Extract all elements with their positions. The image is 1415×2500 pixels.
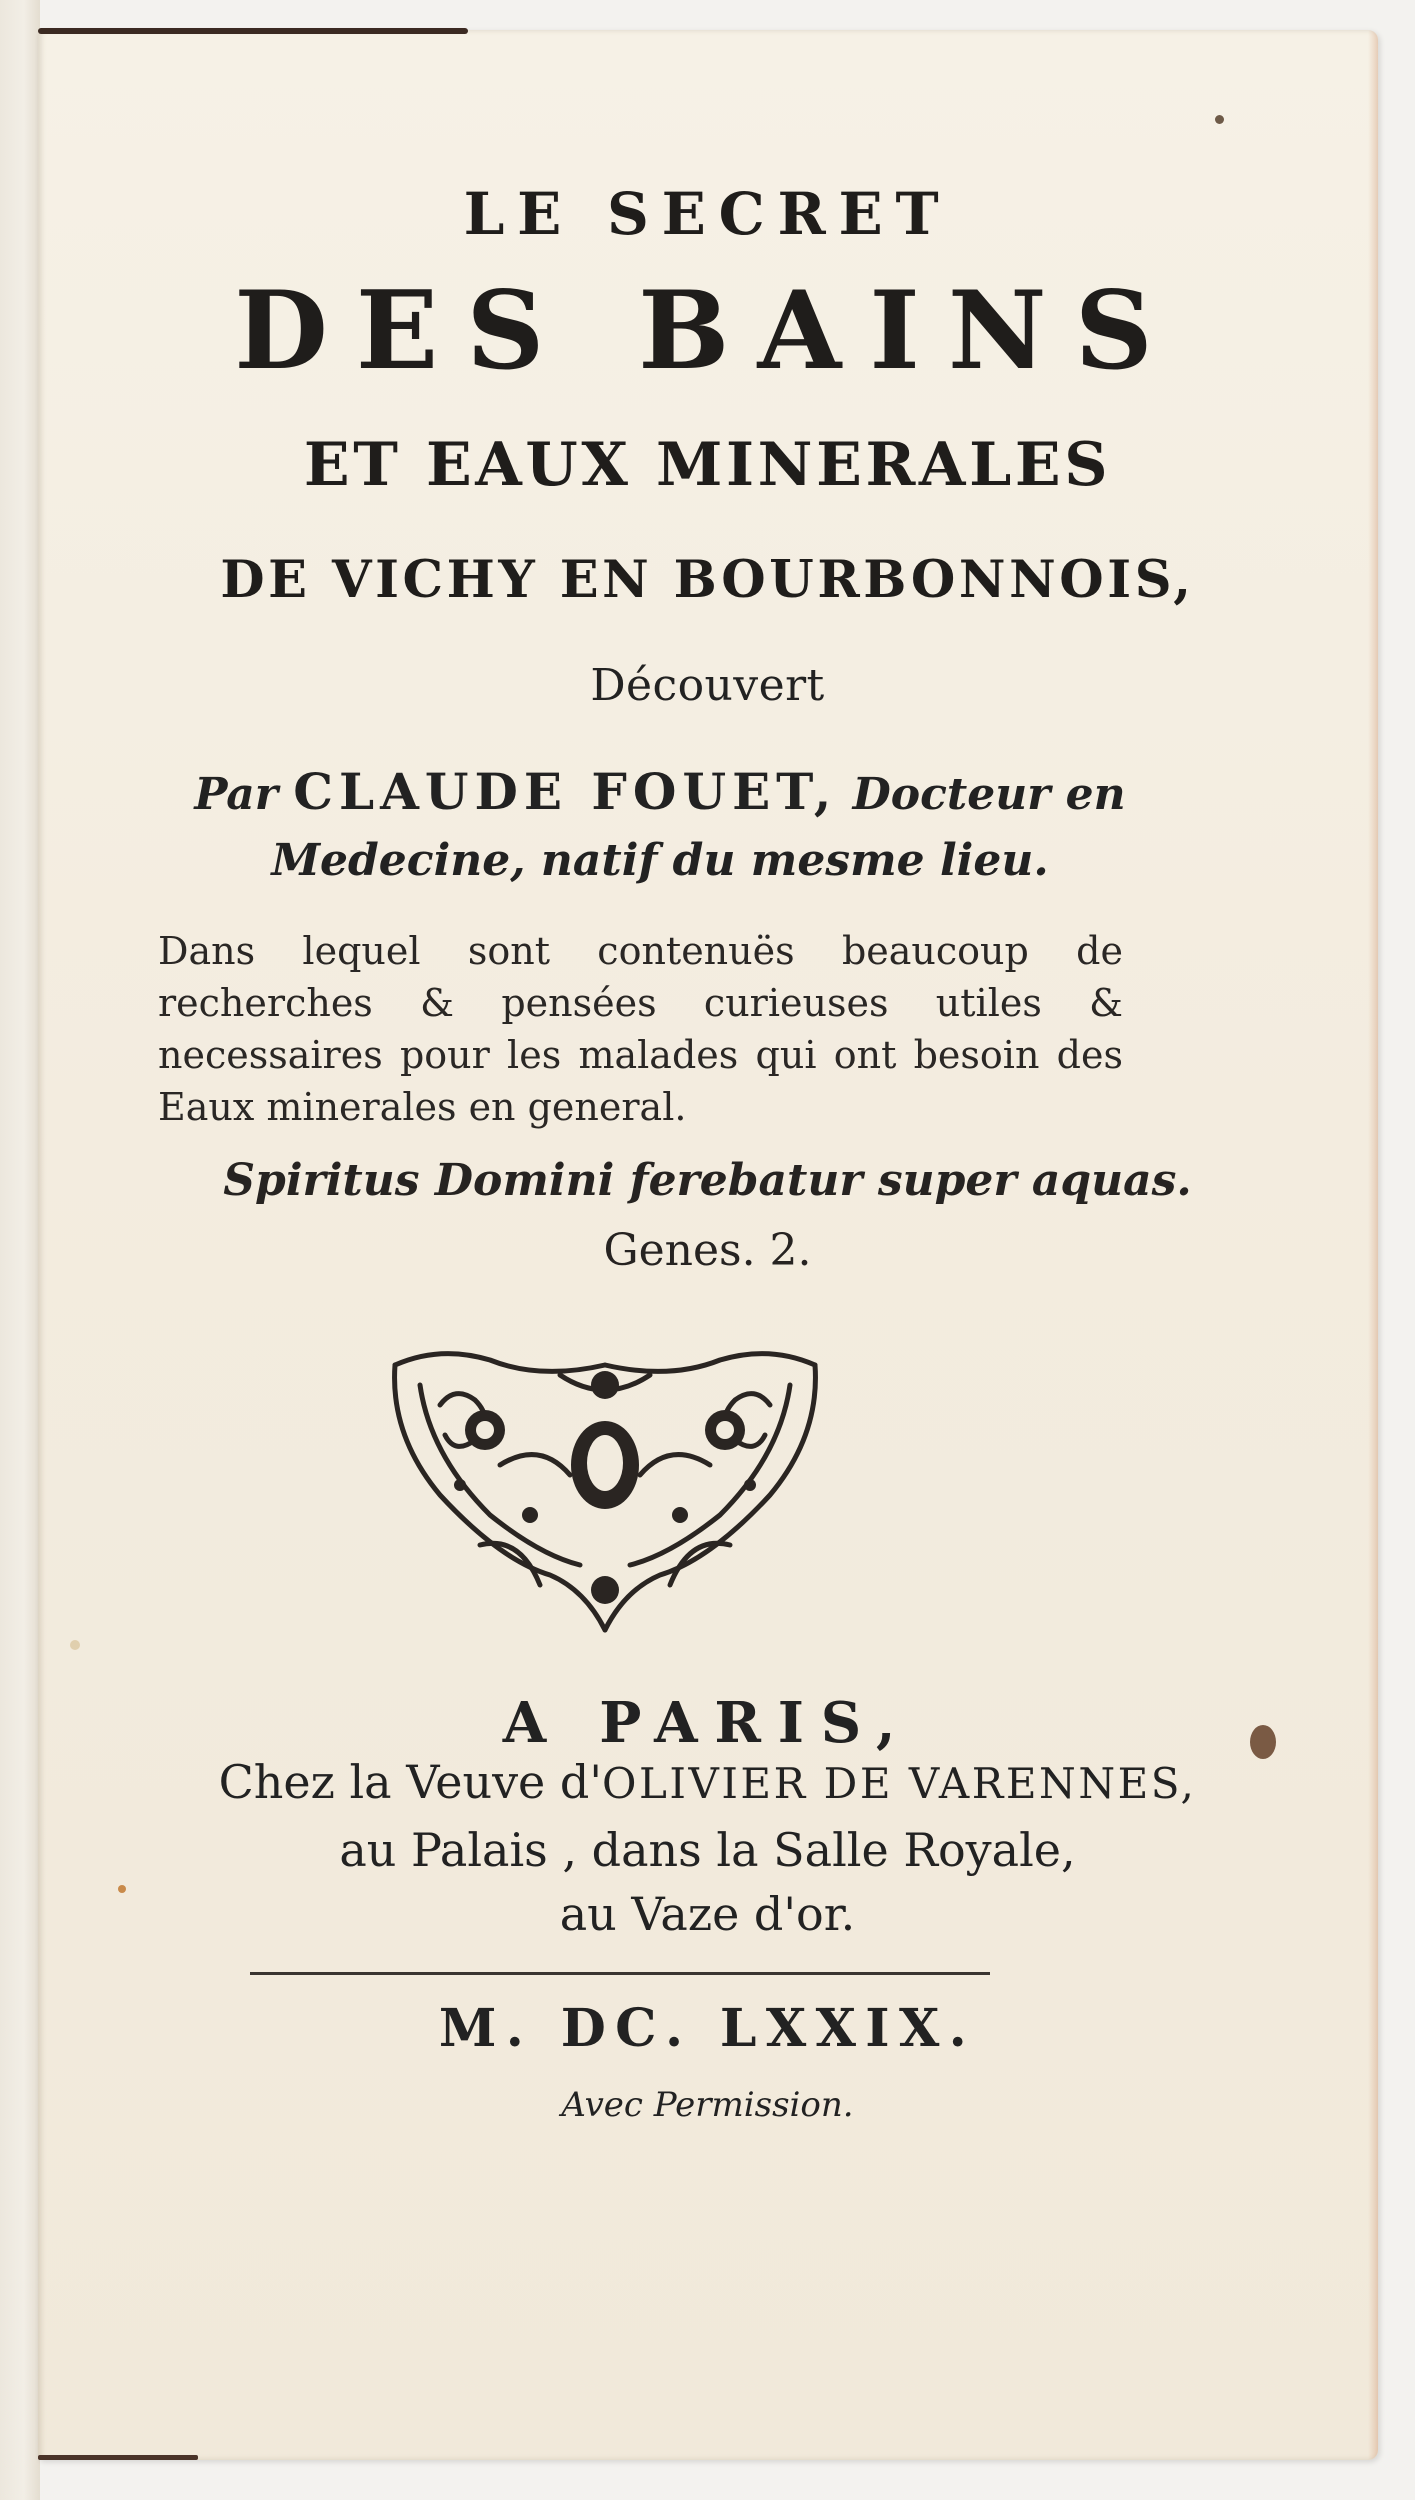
- paper-stain: [1250, 1725, 1276, 1759]
- publisher-name: OLIVIER DE VARENNES,: [602, 1759, 1197, 1808]
- imprint-publisher: [0, 1755, 1415, 1809]
- permission-note: Avec Permission.: [561, 2085, 854, 2125]
- title-line-2: DES BAINS: [234, 268, 1181, 394]
- discovered-label: Découvert: [590, 660, 825, 711]
- author-title: Docteur en: [852, 769, 1126, 820]
- author-line-2: Medecine, natif du mesme lieu.: [271, 835, 1049, 886]
- imprint-address-2: au Vaze d'or.: [559, 1887, 856, 1941]
- motto: Spiritus Domini ferebatur super aquas.: [223, 1155, 1192, 1206]
- motto-reference: Genes. 2.: [603, 1225, 812, 1276]
- binding-bottom: [38, 2455, 198, 2460]
- title-line-3: ET EAUX MINERALES: [303, 430, 1112, 500]
- divider-rule: [250, 1972, 990, 1975]
- imprint-address-1: au Palais , dans la Salle Royale,: [339, 1823, 1076, 1877]
- title-line-4: DE VICHY EN BOURBONNOIS,: [220, 550, 1195, 610]
- publication-year: M. DC. LXXIX.: [438, 1998, 977, 2059]
- title-line-1: LE SECRET: [463, 180, 952, 248]
- printer-ornament: [380, 1345, 830, 1635]
- imprint-place: A PARIS,: [502, 1690, 913, 1756]
- paper-speck: [70, 1640, 80, 1650]
- binding-top: [38, 28, 468, 34]
- paper-speck: [1215, 115, 1224, 124]
- description-paragraph: Dans lequel sont contenuës beaucoup de recherches & pensées curieuses utiles & necessaires pour les malades qui ont besoin des Eaux minerales en general.: [158, 929, 1123, 1129]
- author-block: [160, 760, 1160, 893]
- paper-speck: [118, 1885, 126, 1893]
- author-name: CLAUDE FOUET,: [293, 762, 838, 821]
- publisher-prefix: Chez la Veuve d': [218, 1755, 602, 1809]
- author-prefix: Par: [194, 769, 278, 820]
